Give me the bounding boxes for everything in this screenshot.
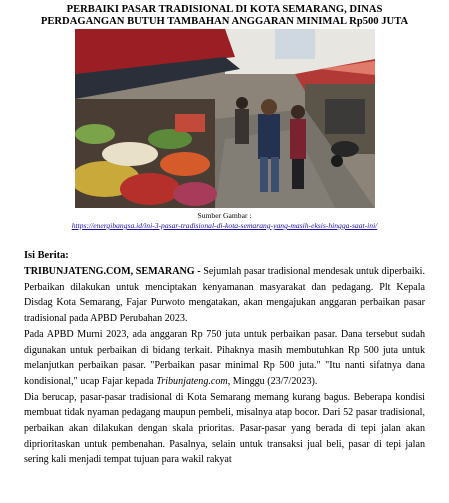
paragraph-2 [24, 327, 425, 390]
paragraph-1-text: Sejumlah pasar tradisional mendesak untuk diperbaiki. Perbaikan dilakukan untuk menciptakan kenyamanan masyarakat dan pedagang. Plt Kepala Disdag Kota Semarang, Fajar Purwoto mengatakan, akan mengajukan anggaran perbaikan pasar tradisional pada APBD Perubahan 2023. [24, 266, 425, 325]
article-body [24, 264, 425, 468]
image-caption [0, 211, 449, 231]
section-heading: Isi Berita: [24, 250, 69, 261]
market-photo [75, 29, 375, 208]
caption-source-link[interactable]: https://energibangsa.id/ini-3-pasar-tradisional-di-kota-semarang-yang-masih-eksis-hingga-saat-ini/ [71, 221, 378, 230]
paragraph-1 [24, 264, 425, 327]
caption-label: Sumber Gambar : [197, 211, 252, 220]
dateline: TRIBUNJATENG.COM, SEMARANG - [24, 266, 201, 277]
article-title [0, 4, 449, 28]
article-title-line2: PERDAGANGAN BUTUH TAMBAHAN ANGGARAN MINIMAL Rp500 JUTA [40, 16, 409, 27]
paragraph-2-text-a: Pada APBD Murni 2023, ada anggaran Rp 750 juta untuk perbaikan pasar. Dana tersebut sudah digunakan untuk perbaikan di bidang terkait. Pihaknya masih membutuhkan Rp 500 juta untuk melanjutkan perbaikan pasar. "Perbaikan pasar minimal Rp 500 juta." "Itu nanti sifatnya dana kondisional," ucap Fajar kepada [24, 328, 425, 387]
source-name: Tribunjateng.com [156, 375, 228, 387]
paragraph-2-text-b: , Minggu (23/7/2023). [227, 375, 318, 387]
article-title-line1: PERBAIKI PASAR TRADISIONAL DI KOTA SEMARANG, DINAS [66, 4, 383, 15]
paragraph-3: Dia berucap, pasar-pasar tradisional di Kota Semarang memang kurang bagus. Beberapa kondisi membuat tidak nyaman pedagang maupun pembeli, misalnya atap bocor. Dari 52 pasar tradisional, perbaikan akan dilakukan dengan skala prioritas. Pasar-pasar yang berada di tepi jalan akan diprioritaskan untuk pembenahan. Pasalnya, selain untuk transaksi jual beli, pasar di tepi jalan sering kali menjadi tempat tujuan para wakil rakyat [24, 391, 425, 466]
